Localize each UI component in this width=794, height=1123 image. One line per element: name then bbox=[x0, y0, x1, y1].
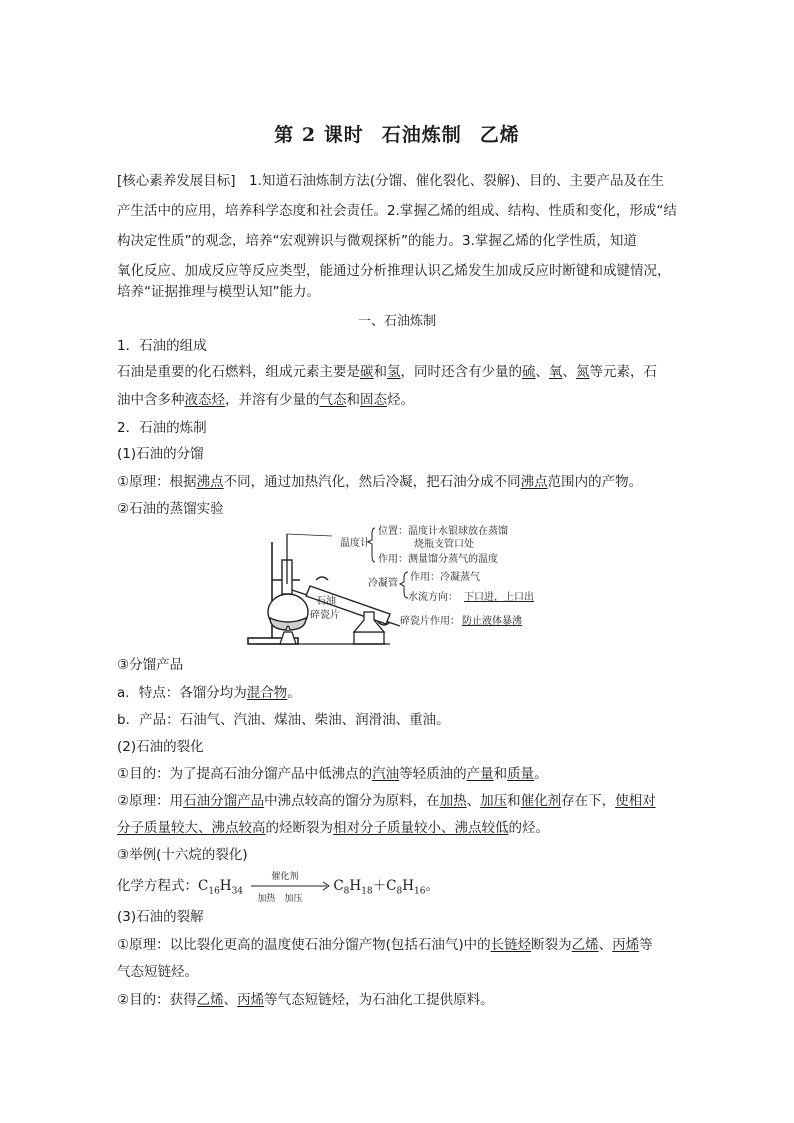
label-chips-function: 碎瓷片作用： bbox=[400, 616, 460, 627]
heading-composition: 1．石油的组成 bbox=[117, 338, 207, 354]
goals-line: 构决定性质”的观念，培养“宏观辨识与微观探析”的能力。3.掌握乙烯的化学性质，知道 bbox=[117, 233, 637, 249]
distillation-flask bbox=[268, 560, 308, 630]
equation-products: $C_8H_{18}+C_8H_{16}$。 bbox=[333, 878, 439, 897]
label-water-direction: 水流方向： bbox=[408, 592, 458, 603]
paragraph-line: 分子质量较大、沸点较高的烃断裂为相对分子质量较小、沸点较低的烃。 bbox=[117, 820, 549, 836]
label-oil: 石油 bbox=[316, 596, 336, 607]
heading-refining: 2．石油的炼制 bbox=[117, 420, 207, 436]
label-chips-function-value: 防止液体暴沸 bbox=[462, 616, 522, 627]
label-thermometer-position-2: 烧瓶支管口处 bbox=[414, 539, 474, 550]
blank-answer: 气态 bbox=[319, 392, 347, 408]
equation-reactant: $C_{16}H_{34}$ bbox=[198, 878, 244, 897]
distillation-apparatus-figure bbox=[240, 520, 560, 650]
label-thermometer: 温度计 bbox=[340, 538, 370, 549]
paragraph-line: 石油是重要的化石燃料，组成元素主要是碳和氢，同时还含有少量的硫、氧、氮等元素，石 bbox=[117, 364, 657, 380]
paragraph-line: ③举例(十六烷的裂化) bbox=[117, 847, 248, 863]
blank-answer: 相对分子质量较小、沸点较低 bbox=[333, 820, 509, 836]
blank-answer: 乙烯 bbox=[571, 937, 599, 953]
paragraph-line: ①原理：以比裂化更高的温度使石油分馏产物(包括石油气)中的长链烃断裂为乙烯、丙烯等 bbox=[117, 937, 653, 953]
blank-answer: 氧 bbox=[549, 364, 563, 380]
condition-catalyst: 催化剂 bbox=[271, 872, 299, 882]
paragraph-line: b．产品：石油气、汽油、煤油、柴油、润滑油、重油。 bbox=[117, 712, 450, 728]
chemical-equation: 化学方程式：$C_{16}H_{34}$ 催化剂 加热 加压 $C_8H_{18}+C_8H_{16}$。 bbox=[117, 876, 439, 902]
subheading-distillation: (1)石油的分馏 bbox=[117, 446, 204, 462]
paragraph-line: ②目的：获得乙烯、丙烯等气态短链烃，为石油化工提供原料。 bbox=[117, 992, 494, 1008]
blank-answer: 加热 bbox=[439, 793, 467, 809]
blank-answer: 液态烃 bbox=[184, 392, 225, 408]
blank-answer: 分子质量较大、沸点较高 bbox=[117, 820, 266, 836]
lesson-number: 第 2 课时 bbox=[274, 124, 364, 146]
blank-answer: 产量 bbox=[466, 766, 494, 782]
blank-answer: 使相对 bbox=[615, 793, 656, 809]
blank-answer: 沸点 bbox=[196, 474, 224, 490]
section-title: 一、石油炼制 bbox=[357, 314, 436, 329]
blank-answer: 碳 bbox=[360, 364, 374, 380]
subheading-pyrolysis: (3)石油的裂解 bbox=[117, 909, 204, 925]
page-title bbox=[0, 120, 794, 147]
paragraph-line: ②石油的蒸馏实验 bbox=[117, 501, 224, 517]
blank-answer: 催化剂 bbox=[520, 793, 562, 809]
goals-line: 氧化反应、加成反应等反应类型，能通过分析推理认识乙烯发生加成反应时断键和成键情况， bbox=[117, 263, 671, 279]
goals-line: [核心素养发展目标] 1.知道石油炼制方法(分馏、催化裂化、裂解)、目的、主要产品及在生 bbox=[117, 173, 664, 189]
blank-answer: 丙烯 bbox=[612, 937, 640, 953]
subheading-cracking: (2)石油的裂化 bbox=[117, 739, 204, 755]
paragraph-line: a．特点：各馏分均为混合物。 bbox=[117, 685, 301, 701]
goals-line: 产生活中的应用，培养科学态度和社会责任。2.掌握乙烯的组成、结构、性质和变化，形成“结 bbox=[117, 203, 677, 219]
paragraph-line: ③分馏产品 bbox=[117, 657, 184, 673]
goals-line: 培养“证据推理与模型认知”能力。 bbox=[117, 284, 320, 300]
blank-answer: 汽油 bbox=[372, 766, 400, 782]
paragraph-line: ②原理：用石油分馏产品中沸点较高的馏分为原料，在加热、加压和催化剂存在下，使相对 bbox=[117, 793, 656, 809]
paragraph-line: 气态短链烃。 bbox=[117, 964, 198, 980]
blank-answer: 氮 bbox=[576, 364, 590, 380]
lesson-topic-2: 乙烯 bbox=[479, 124, 520, 146]
paragraph-line: 油中含多种液态烃，并溶有少量的气态和固态烃。 bbox=[117, 392, 414, 408]
blank-answer: 固态 bbox=[360, 392, 387, 408]
blank-answer: 混合物 bbox=[246, 685, 288, 701]
lesson-topic-1: 石油炼制 bbox=[381, 124, 462, 146]
blank-answer: 长链烃 bbox=[490, 937, 532, 953]
paragraph-line: ①原理：根据沸点不同，通过加热汽化，然后冷凝，把石油分成不同沸点范围内的产物。 bbox=[117, 474, 643, 490]
blank-answer: 加压 bbox=[480, 793, 508, 809]
label-condenser-function: 作用：冷凝蒸气 bbox=[410, 572, 480, 583]
label-chips: 碎瓷片 bbox=[310, 610, 340, 621]
blank-answer: 丙烯 bbox=[237, 992, 265, 1008]
condition-heat-pressure: 加热 加压 bbox=[257, 894, 303, 904]
blank-answer: 质量 bbox=[507, 766, 535, 782]
blank-answer: 石油分馏产品 bbox=[183, 793, 265, 809]
label-condenser: 冷凝管 bbox=[368, 578, 398, 589]
blank-answer: 硫 bbox=[522, 364, 536, 380]
label-thermometer-function: 作用：测量馏分蒸气的温度 bbox=[378, 554, 498, 565]
paragraph-line: ①目的：为了提高石油分馏产品中低沸点的汽油等轻质油的产量和质量。 bbox=[117, 766, 548, 782]
condenser-brace bbox=[400, 572, 408, 598]
blank-answer: 氢 bbox=[387, 364, 401, 380]
label-water-direction-value: 下口进，上口出 bbox=[464, 592, 534, 603]
thermometer-shape bbox=[287, 534, 332, 584]
reaction-condition bbox=[247, 872, 333, 904]
blank-answer: 乙烯 bbox=[196, 992, 224, 1008]
label-thermometer-position: 位置：温度计水银球放在蒸馏 bbox=[378, 526, 508, 537]
blank-answer: 沸点 bbox=[520, 474, 548, 490]
